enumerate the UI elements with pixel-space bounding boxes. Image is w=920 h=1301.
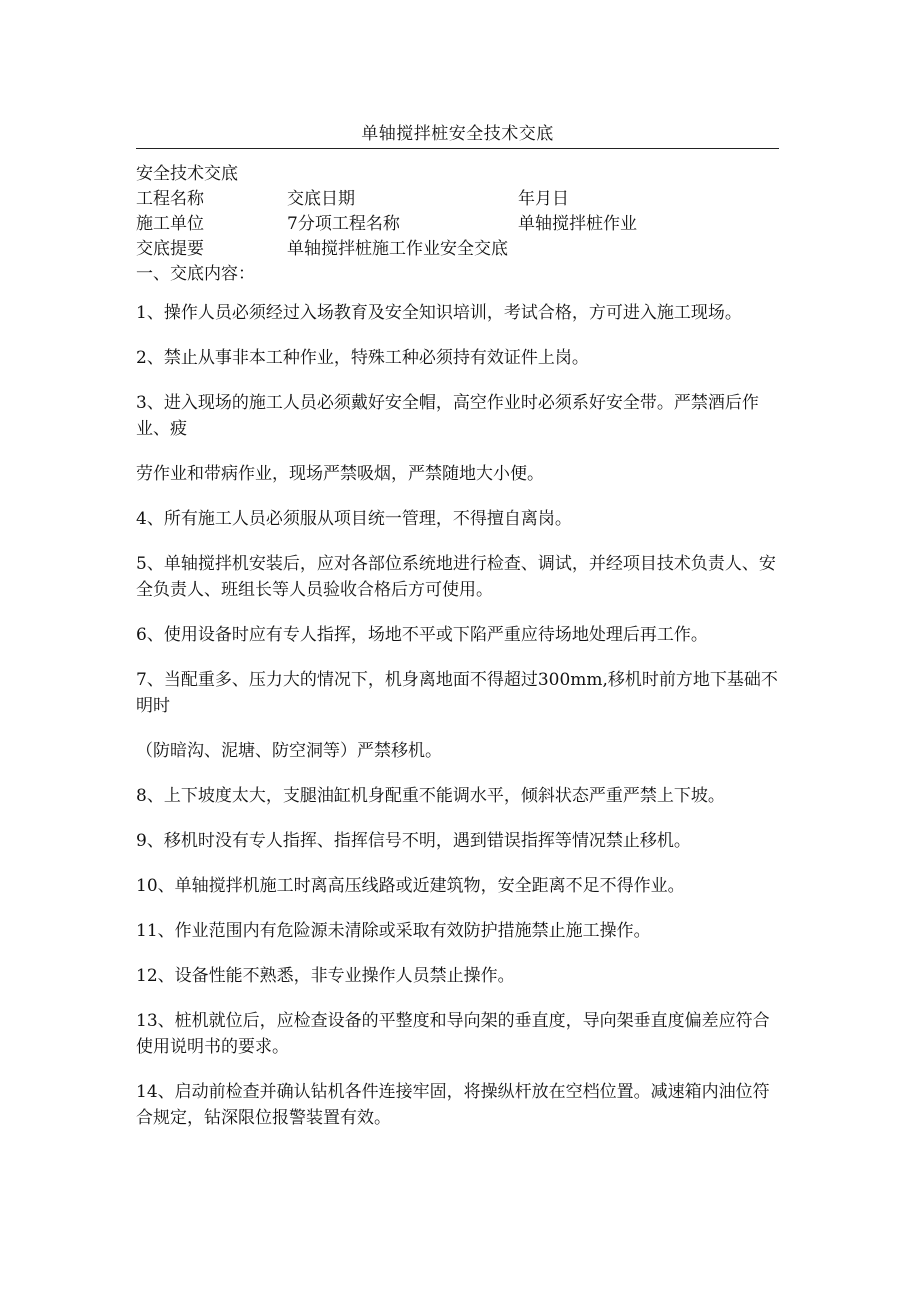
- paragraph: 劳作业和带病作业，现场严禁吸烟，严禁随地大小便。: [136, 464, 544, 484]
- paragraph: （防暗沟、泥塘、防空洞等）严禁移机。: [136, 741, 442, 761]
- paragraph: 10、单轴搅拌机施工时离高压线路或近建筑物，安全距离不足不得作业。: [136, 876, 685, 896]
- paragraph: 5、单轴搅拌机安装后，应对各部位系统地进行检查、调试，并经项目技术负责人、安全负责人、班组长等人员验收合格后方可使用。: [136, 554, 776, 600]
- handover-date-label: 交底日期: [287, 189, 355, 209]
- document-title: 单轴搅拌桩安全技术交底: [361, 124, 554, 144]
- paragraph: 9、移机时没有专人指挥、指挥信号不明，遇到错误指挥等情况禁止移机。: [136, 831, 691, 851]
- paragraph: 11、作业范围内有危险源未清除或采取有效防护措施禁止施工操作。: [136, 921, 651, 941]
- sub-project-name-label: 7分项工程名称: [287, 214, 400, 234]
- paragraph: 8、上下坡度太大，支腿油缸机身配重不能调水平，倾斜状态严重严禁上下坡。: [136, 786, 725, 806]
- paragraph: 4、所有施工人员必须服从项目统一管理，不得擅自离岗。: [136, 509, 572, 529]
- paragraph: 1、操作人员必须经过入场教育及安全知识培训，考试合格，方可进入施工现场。: [136, 303, 742, 323]
- paragraph: 2、禁止从事非本工种作业，特殊工种必须持有效证件上岗。: [136, 348, 589, 368]
- summary-label: 交底提要: [136, 239, 204, 259]
- paragraph: 14、启动前检查并确认钻机各件连接牢固，将操纵杆放在空档位置。减速箱内油位符合规定，钻深限位报警装置有效。: [136, 1082, 770, 1128]
- paragraph: 6、使用设备时应有专人指挥，场地不平或下陷严重应待场地处理后再工作。: [136, 625, 708, 645]
- paragraph: 3、进入现场的施工人员必须戴好安全帽，高空作业时必须系好安全带。严禁酒后作业、疲: [136, 393, 759, 439]
- header-heading: 安全技术交底: [136, 164, 238, 184]
- title-underline: [136, 148, 779, 149]
- project-name-label: 工程名称: [136, 189, 204, 209]
- paragraph: 13、桩机就位后，应检查设备的平整度和导向架的垂直度，导向架垂直度偏差应符合使用说明书的要求。: [136, 1011, 770, 1057]
- construction-unit-label: 施工单位: [136, 214, 204, 234]
- handover-date-value: 年月日: [518, 189, 569, 209]
- paragraph: 12、设备性能不熟悉，非专业操作人员禁止操作。: [136, 966, 515, 986]
- paragraph: 7、当配重多、压力大的情况下，机身离地面不得超过300mm,移机时前方地下基础不明时: [136, 670, 778, 716]
- content-body: [136, 300, 781, 1150]
- summary-value: 单轴搅拌桩施工作业安全交底: [287, 239, 508, 259]
- sub-project-name-value: 单轴搅拌桩作业: [518, 214, 637, 234]
- section-heading: 一、交底内容：: [136, 264, 255, 284]
